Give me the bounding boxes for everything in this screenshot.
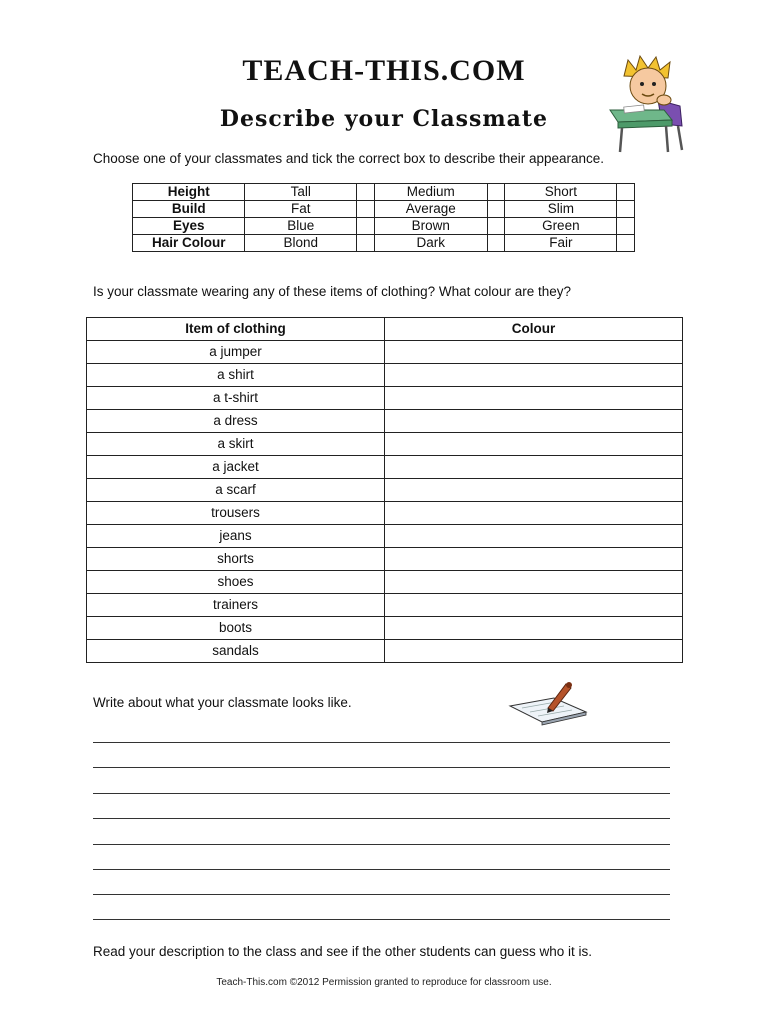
- colour-cell[interactable]: [385, 433, 683, 456]
- clothing-item: a jumper: [87, 341, 385, 364]
- tick-box[interactable]: [357, 235, 375, 252]
- table-row: [87, 341, 683, 364]
- attribute-label: Build: [133, 201, 245, 218]
- attribute-label: Height: [133, 184, 245, 201]
- table-row: [87, 548, 683, 571]
- table-row: [87, 364, 683, 387]
- intro-instruction: Choose one of your classmates and tick the correct box to describe their appearance.: [93, 151, 605, 166]
- option-label: Slim: [505, 201, 617, 218]
- tick-box[interactable]: [357, 218, 375, 235]
- table-row: [133, 235, 635, 252]
- table-row: [87, 525, 683, 548]
- clothing-item: a dress: [87, 410, 385, 433]
- clothing-item: jeans: [87, 525, 385, 548]
- attribute-label: Eyes: [133, 218, 245, 235]
- tick-box[interactable]: [617, 235, 635, 252]
- table-row: [133, 201, 635, 218]
- clothing-item: a t-shirt: [87, 387, 385, 410]
- writing-line[interactable]: [93, 767, 670, 768]
- clothing-item: a scarf: [87, 479, 385, 502]
- column-header-item: Item of clothing: [87, 318, 385, 341]
- colour-cell[interactable]: [385, 571, 683, 594]
- clothing-table: [86, 317, 683, 663]
- tick-box[interactable]: [487, 218, 505, 235]
- page-title: TEACH-THIS.COM: [242, 54, 526, 87]
- colour-cell[interactable]: [385, 479, 683, 502]
- colour-cell[interactable]: [385, 410, 683, 433]
- tick-box[interactable]: [617, 184, 635, 201]
- option-label: Blue: [245, 218, 357, 235]
- table-row: [87, 387, 683, 410]
- table-row: [133, 184, 635, 201]
- clothing-question: Is your classmate wearing any of these items of clothing? What colour are they?: [93, 284, 571, 299]
- clothing-item: a shirt: [87, 364, 385, 387]
- tick-box[interactable]: [617, 201, 635, 218]
- colour-cell[interactable]: [385, 341, 683, 364]
- table-row: [87, 479, 683, 502]
- colour-cell[interactable]: [385, 548, 683, 571]
- copyright-footer: Teach-This.com ©2012 Permission granted to reproduce for classroom use.: [216, 977, 552, 988]
- student-at-desk-icon: [606, 54, 692, 154]
- tick-box[interactable]: [487, 201, 505, 218]
- colour-cell[interactable]: [385, 594, 683, 617]
- tick-box[interactable]: [617, 218, 635, 235]
- colour-cell[interactable]: [385, 387, 683, 410]
- option-label: Tall: [245, 184, 357, 201]
- option-label: Dark: [374, 235, 487, 252]
- colour-cell[interactable]: [385, 456, 683, 479]
- write-prompt: Write about what your classmate looks like.: [93, 695, 352, 710]
- table-row: [87, 617, 683, 640]
- colour-cell[interactable]: [385, 364, 683, 387]
- table-row: [87, 410, 683, 433]
- writing-line[interactable]: [93, 818, 670, 819]
- appearance-table: [132, 183, 635, 252]
- clothing-item: shoes: [87, 571, 385, 594]
- option-label: Blond: [245, 235, 357, 252]
- table-row: [87, 502, 683, 525]
- option-label: Medium: [374, 184, 487, 201]
- worksheet-subtitle: Describe your Classmate: [219, 106, 549, 132]
- pen-and-paper-icon: [508, 676, 588, 726]
- clothing-item: shorts: [87, 548, 385, 571]
- option-label: Short: [505, 184, 617, 201]
- table-row: [87, 456, 683, 479]
- tick-box[interactable]: [487, 235, 505, 252]
- clothing-item: sandals: [87, 640, 385, 663]
- writing-line[interactable]: [93, 844, 670, 845]
- option-label: Fair: [505, 235, 617, 252]
- tick-box[interactable]: [357, 201, 375, 218]
- colour-cell[interactable]: [385, 502, 683, 525]
- option-label: Green: [505, 218, 617, 235]
- option-label: Average: [374, 201, 487, 218]
- attribute-label: Hair Colour: [133, 235, 245, 252]
- clothing-item: trainers: [87, 594, 385, 617]
- clothing-item: trousers: [87, 502, 385, 525]
- table-row: [133, 218, 635, 235]
- writing-line[interactable]: [93, 894, 670, 895]
- clothing-item: a skirt: [87, 433, 385, 456]
- colour-cell[interactable]: [385, 640, 683, 663]
- table-row: [87, 640, 683, 663]
- colour-cell[interactable]: [385, 617, 683, 640]
- closing-instruction: Read your description to the class and see if the other students can guess who it is.: [93, 944, 593, 959]
- table-row: [87, 433, 683, 456]
- table-header-row: [87, 318, 683, 341]
- writing-line[interactable]: [93, 919, 670, 920]
- writing-line[interactable]: [93, 869, 670, 870]
- column-header-colour: Colour: [385, 318, 683, 341]
- clothing-item: boots: [87, 617, 385, 640]
- option-label: Brown: [374, 218, 487, 235]
- table-row: [87, 594, 683, 617]
- writing-line[interactable]: [93, 793, 670, 794]
- tick-box[interactable]: [357, 184, 375, 201]
- writing-line[interactable]: [93, 742, 670, 743]
- option-label: Fat: [245, 201, 357, 218]
- tick-box[interactable]: [487, 184, 505, 201]
- colour-cell[interactable]: [385, 525, 683, 548]
- clothing-item: a jacket: [87, 456, 385, 479]
- table-row: [87, 571, 683, 594]
